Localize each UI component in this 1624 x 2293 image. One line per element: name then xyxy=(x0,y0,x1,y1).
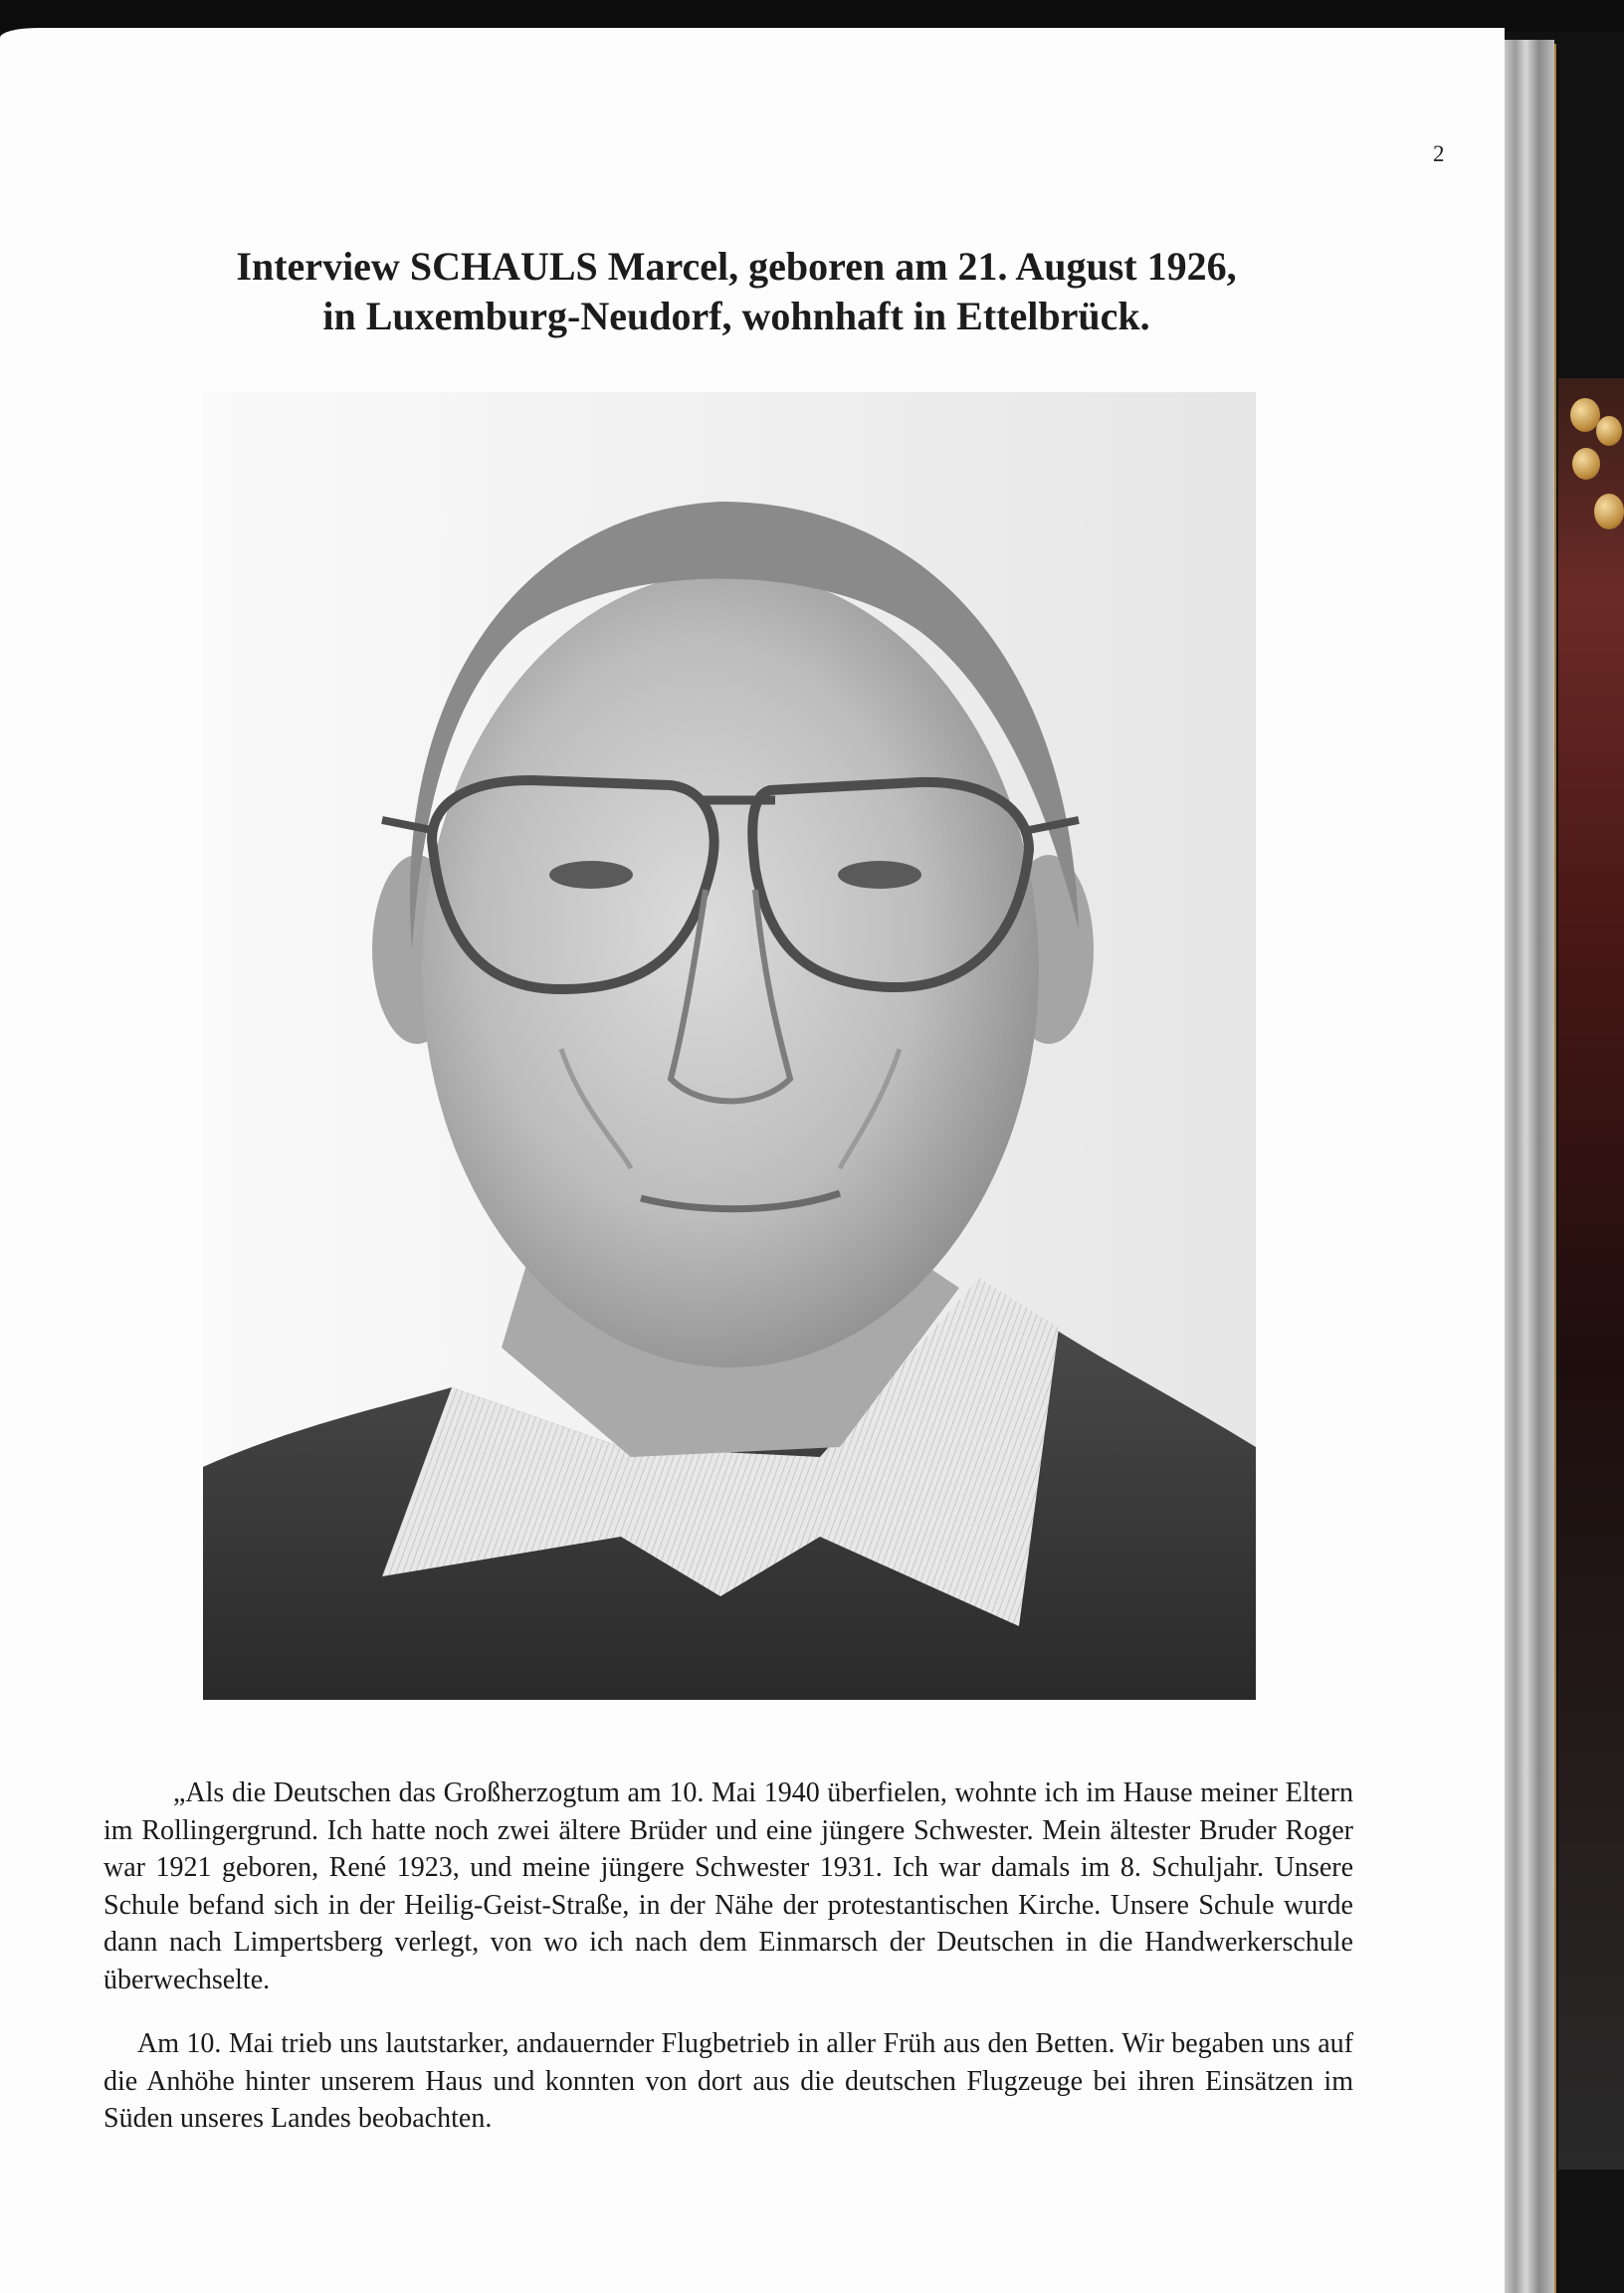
title-line-1: Interview SCHAULS Marcel, geboren am 21. August 1926, xyxy=(236,244,1237,289)
page-title xyxy=(129,242,1343,341)
interview-text xyxy=(103,1774,1353,2165)
background-object xyxy=(1558,378,1624,2170)
page-edge-stack xyxy=(1503,40,1554,2293)
paragraph-1: „Als die Deutschen das Großherzogtum am 10. Mai 1940 überfielen, wohnte ich im Hause meiner Eltern im Rollingergrund. Ich hatte noch zwei ältere Brüder und eine jüngere Schwester. Mein ältester Bruder Roger war 1921 geboren, René 1923, und meine jüngere Schwester 1931. Ich war damals im 8. Schuljahr. Unsere Schule befand sich in der Heilig-Geist-Straße, in der Nähe der protestantischen Kirche. Unsere Schule wurde dann nach Limpertsberg verlegt, von wo ich nach dem Einmarsch der Deutschen in die Handwerkerschule überwechselte. xyxy=(103,1777,1353,1995)
portrait-photo xyxy=(203,392,1256,1700)
title-line-2: in Luxemburg-Neudorf, wohnhaft in Ettelbrück. xyxy=(322,294,1150,338)
page-number: 2 xyxy=(1433,141,1445,166)
book-page xyxy=(0,28,1505,2293)
portrait-photo-icon xyxy=(203,392,1256,1700)
paragraph-2: Am 10. Mai trieb uns lautstarker, andauernder Flugbetrieb in aller Früh aus den Betten. Wir begaben uns auf die Anhöhe hinter unserem Haus und konnten von dort aus die deutschen Flugzeuge bei ihren Einsätzen im Süden unseres Landes beobachten. xyxy=(103,2028,1353,2134)
